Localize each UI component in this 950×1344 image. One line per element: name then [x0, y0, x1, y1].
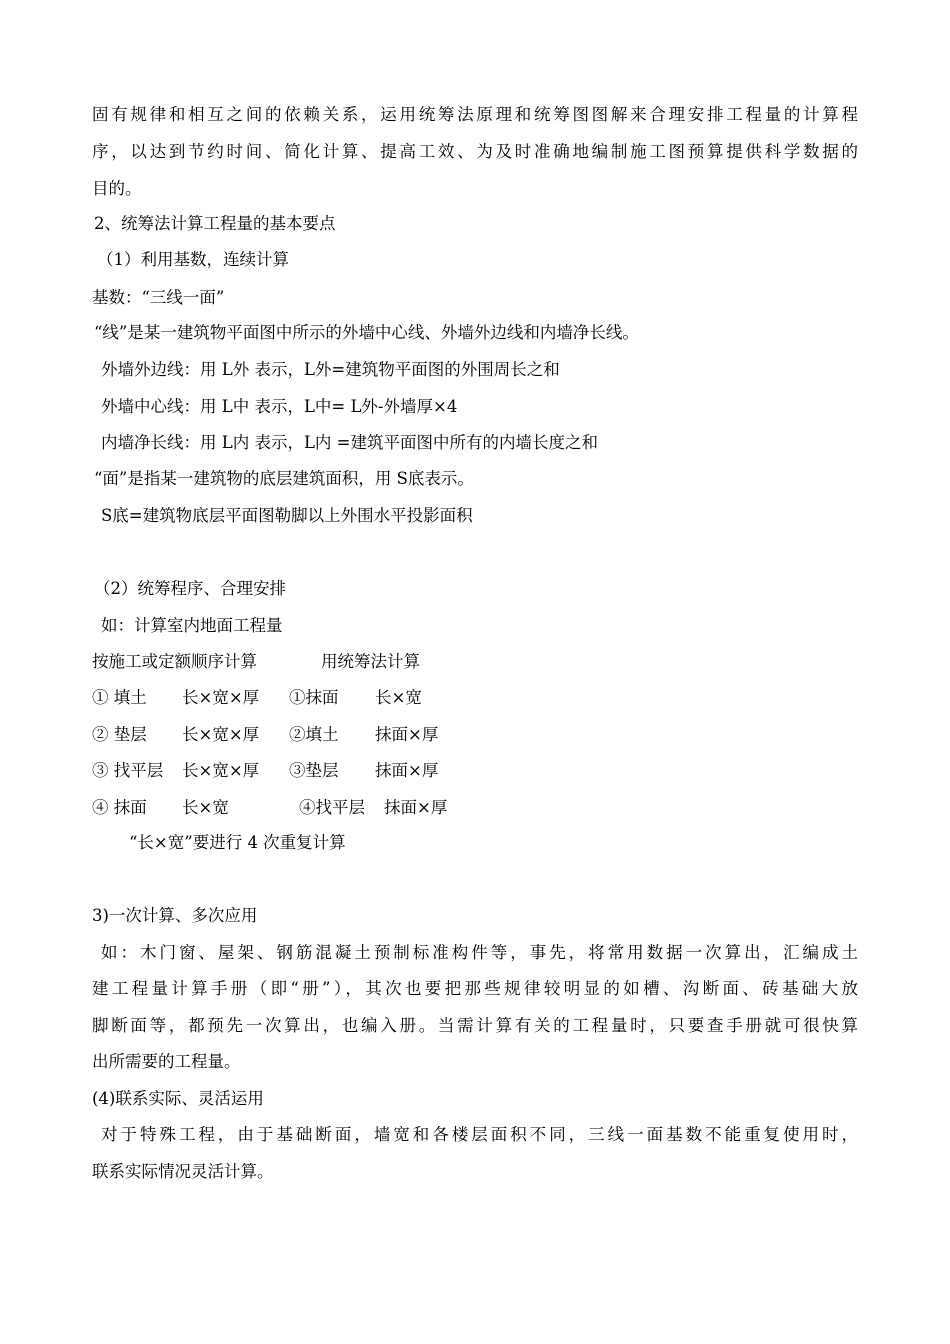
para3-line2: 建工程量计算手册（即“册”），其次也要把那些规律较明显的如槽、沟断面、砖基础大放 — [92, 979, 858, 998]
left-step: ④ 抹面 — [92, 798, 147, 817]
right-column-header: 用统筹法计算 — [321, 652, 420, 671]
right-formula: 抹面×厚 — [375, 761, 439, 780]
base-area-definition: S底=建筑物底层平面图勒脚以上外围水平投影面积 — [101, 506, 473, 525]
subheading-1: （1）利用基数，连续计算 — [97, 250, 289, 269]
subheading-4: (4)联系实际、灵活运用 — [92, 1089, 264, 1108]
center-wall-line: 外墙中心线：用 L中 表示，L中= L外-外墙厚×4 — [101, 397, 458, 416]
right-formula: 长×宽 — [375, 688, 422, 707]
left-formula: 长×宽×厚 — [182, 761, 260, 780]
para4-line1: 对于特殊工程，由于基础断面，墙宽和各楼层面积不同，三线一面基数不能重复使用时， — [101, 1125, 858, 1144]
right-step: ①抹面 — [289, 688, 339, 707]
right-step: ④找平层 — [299, 798, 365, 817]
outer-wall-line: 外墙外边线：用 L外 表示，L外=建筑物平面图的外围周长之和 — [101, 360, 560, 379]
para4-line2: 联系实际情况灵活计算。 — [92, 1162, 274, 1181]
repeat-note: “长×宽”要进行 4 次重复计算 — [129, 833, 346, 852]
para1-line3: 目的。 — [92, 179, 142, 198]
para1-line1: 固有规律和相互之间的依赖关系，运用统筹法原理和统筹图图解来合理安排工程量的计算程 — [92, 105, 858, 124]
right-formula: 抹面×厚 — [384, 798, 448, 817]
section-heading-2: 2、统筹法计算工程量的基本要点 — [94, 214, 336, 233]
line-definition: “线”是某一建筑物平面图中所示的外墙中心线、外墙外边线和内墙净长线。 — [94, 323, 639, 342]
right-step: ②填土 — [289, 725, 339, 744]
left-step: ② 垫层 — [92, 725, 147, 744]
right-step: ③垫层 — [289, 761, 339, 780]
left-step: ① 填土 — [92, 688, 147, 707]
right-formula: 抹面×厚 — [375, 725, 439, 744]
example-line: 如：计算室内地面工程量 — [101, 616, 283, 635]
left-step: ③ 找平层 — [92, 761, 164, 780]
subheading-2: （2）统筹程序、合理安排 — [94, 579, 286, 598]
inner-wall-line: 内墙净长线：用 L内 表示，L内 =建筑平面图中所有的内墙长度之和 — [101, 433, 598, 452]
left-formula: 长×宽×厚 — [182, 688, 260, 707]
para3-line3: 脚断面等，都预先一次算出，也编入册。当需计算有关的工程量时，只要查手册就可很快算 — [92, 1016, 858, 1035]
para3-line4: 出所需要的工程量。 — [92, 1052, 241, 1071]
left-formula: 长×宽×厚 — [182, 725, 260, 744]
para3-line1: 如：木门窗、屋架、钢筋混凝土预制标准构件等，事先，将常用数据一次算出，汇编成土 — [101, 943, 858, 962]
face-definition: “面”是指某一建筑物的底层建筑面积，用 S底表示。 — [94, 469, 474, 488]
base-label: 基数：“三线一面” — [92, 288, 225, 307]
left-column-header: 按施工或定额顺序计算 — [92, 652, 257, 671]
subheading-3: 3)一次计算、多次应用 — [92, 906, 258, 925]
para1-line2: 序，以达到节约时间、简化计算、提高工效、为及时准确地编制施工图预算提供科学数据的 — [92, 142, 858, 161]
left-formula: 长×宽 — [182, 798, 229, 817]
